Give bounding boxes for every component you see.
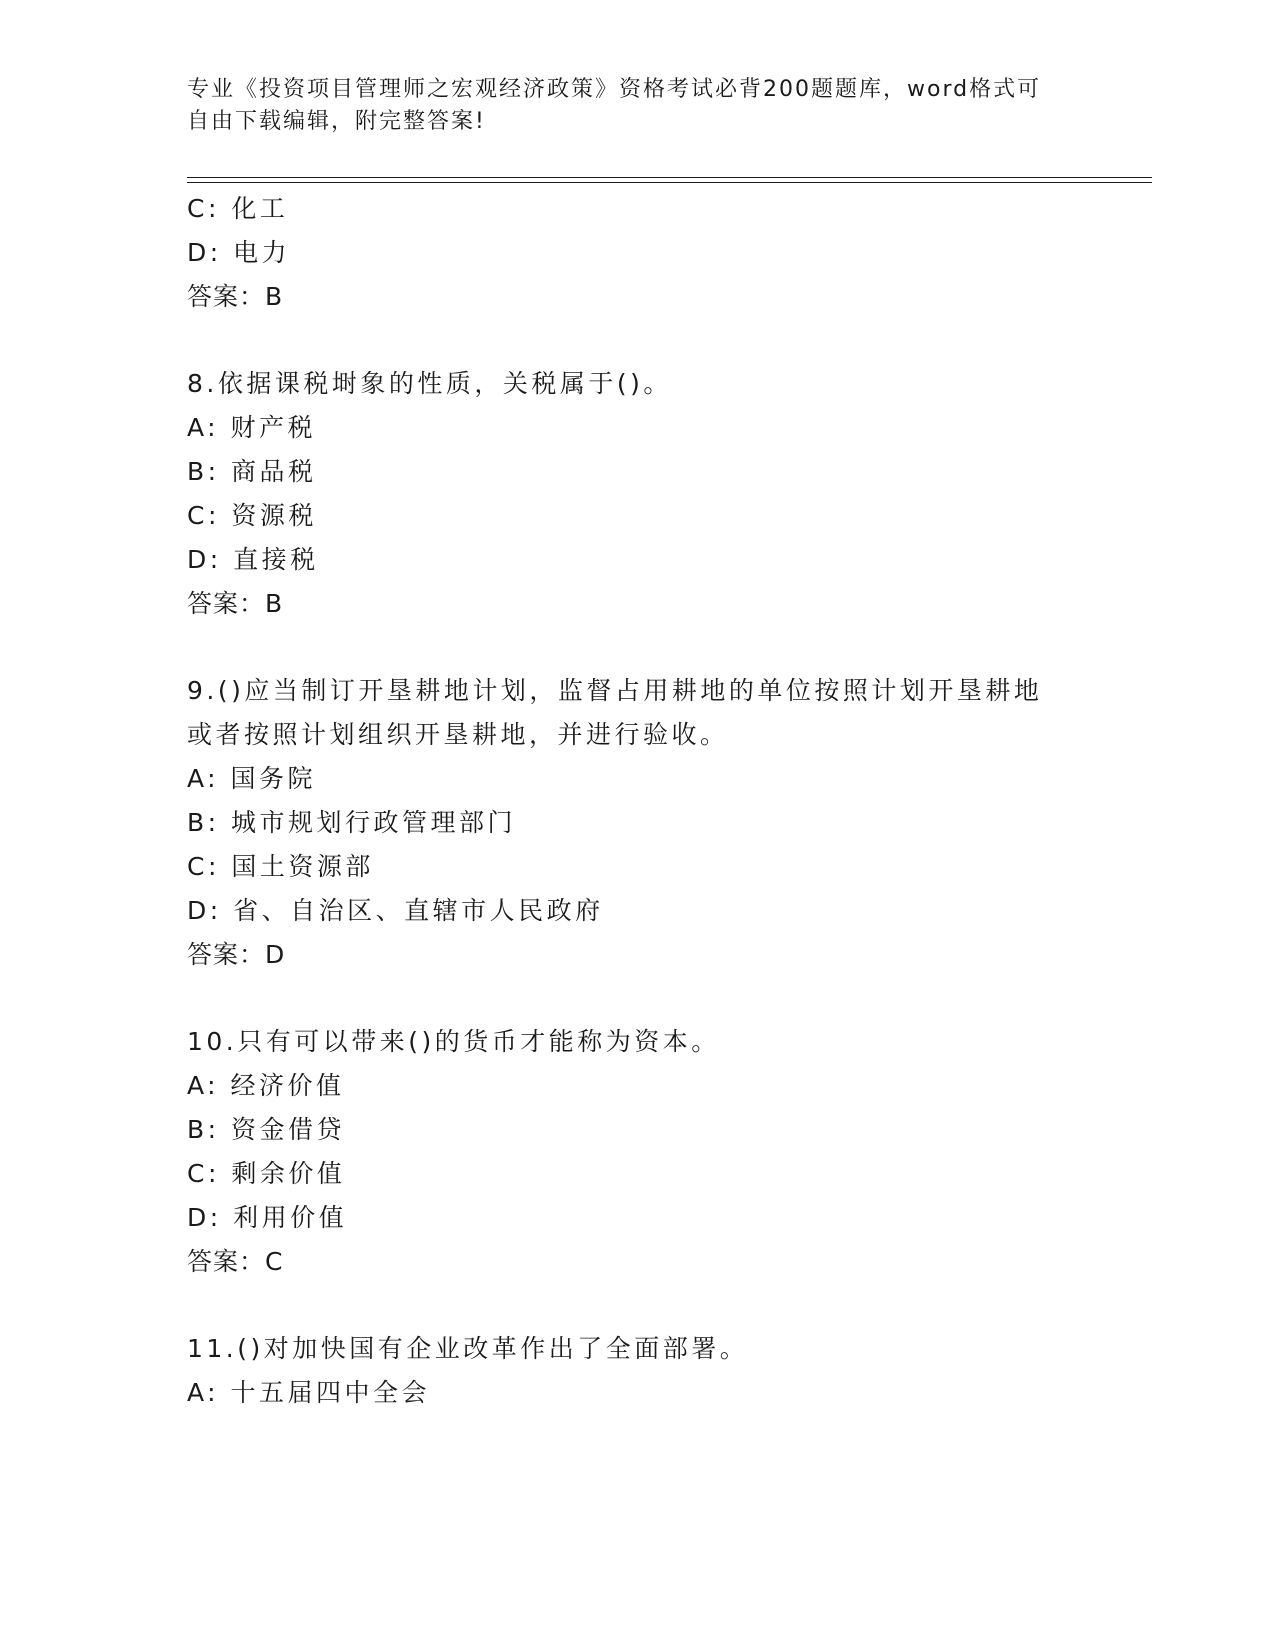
option-d: D: 直接税 — [187, 545, 319, 574]
question-stem: 11.()对加快国有企业改革作出了全面部署。 — [187, 1334, 749, 1363]
option-a: A: 经济价值 — [187, 1071, 345, 1100]
answer-line: 答案：D — [187, 940, 286, 969]
question-stem: 8.依据课税埘象的性质，关税属于()。 — [187, 369, 672, 398]
option-d: D: 省、自治区、直辖市人民政府 — [187, 896, 604, 925]
option-b: B: 资金借贷 — [187, 1115, 346, 1144]
question-stem: 10.只有可以带来()的货币才能称为资本。 — [187, 1027, 720, 1056]
header-divider-top — [187, 177, 1152, 178]
option-d: D: 利用价值 — [187, 1203, 348, 1232]
option-d: D: 电力 — [187, 238, 291, 267]
option-c: C: 剩余价值 — [187, 1159, 346, 1188]
answer-line: 答案：C — [187, 1247, 284, 1276]
header-title-line-2: 自由下载编辑，附完整答案! — [187, 109, 486, 134]
option-b: B: 城市规划行政管理部门 — [187, 808, 517, 837]
answer-line: 答案：B — [187, 589, 284, 618]
option-c: C: 化工 — [187, 194, 289, 223]
question-stem-continued: 或者按照计划组织开垦耕地，并进行验收。 — [187, 720, 729, 749]
answer-line: 答案：B — [187, 282, 284, 311]
document-header — [187, 74, 1067, 138]
header-divider-bottom — [187, 182, 1152, 183]
option-c: C: 资源税 — [187, 501, 317, 530]
option-c: C: 国土资源部 — [187, 852, 374, 881]
header-title-line-1: 专业《投资项目管理师之宏观经济政策》资格考试必背200题题库，word格式可 — [187, 77, 1042, 102]
option-b: B: 商品税 — [187, 457, 317, 486]
question-stem: 9.()应当制订开垦耕地计划，监督占用耕地的单位按照计划开垦耕地 — [187, 676, 1043, 705]
option-a: A: 十五届四中全会 — [187, 1378, 431, 1407]
option-a: A: 国务院 — [187, 764, 317, 793]
option-a: A: 财产税 — [187, 413, 317, 442]
